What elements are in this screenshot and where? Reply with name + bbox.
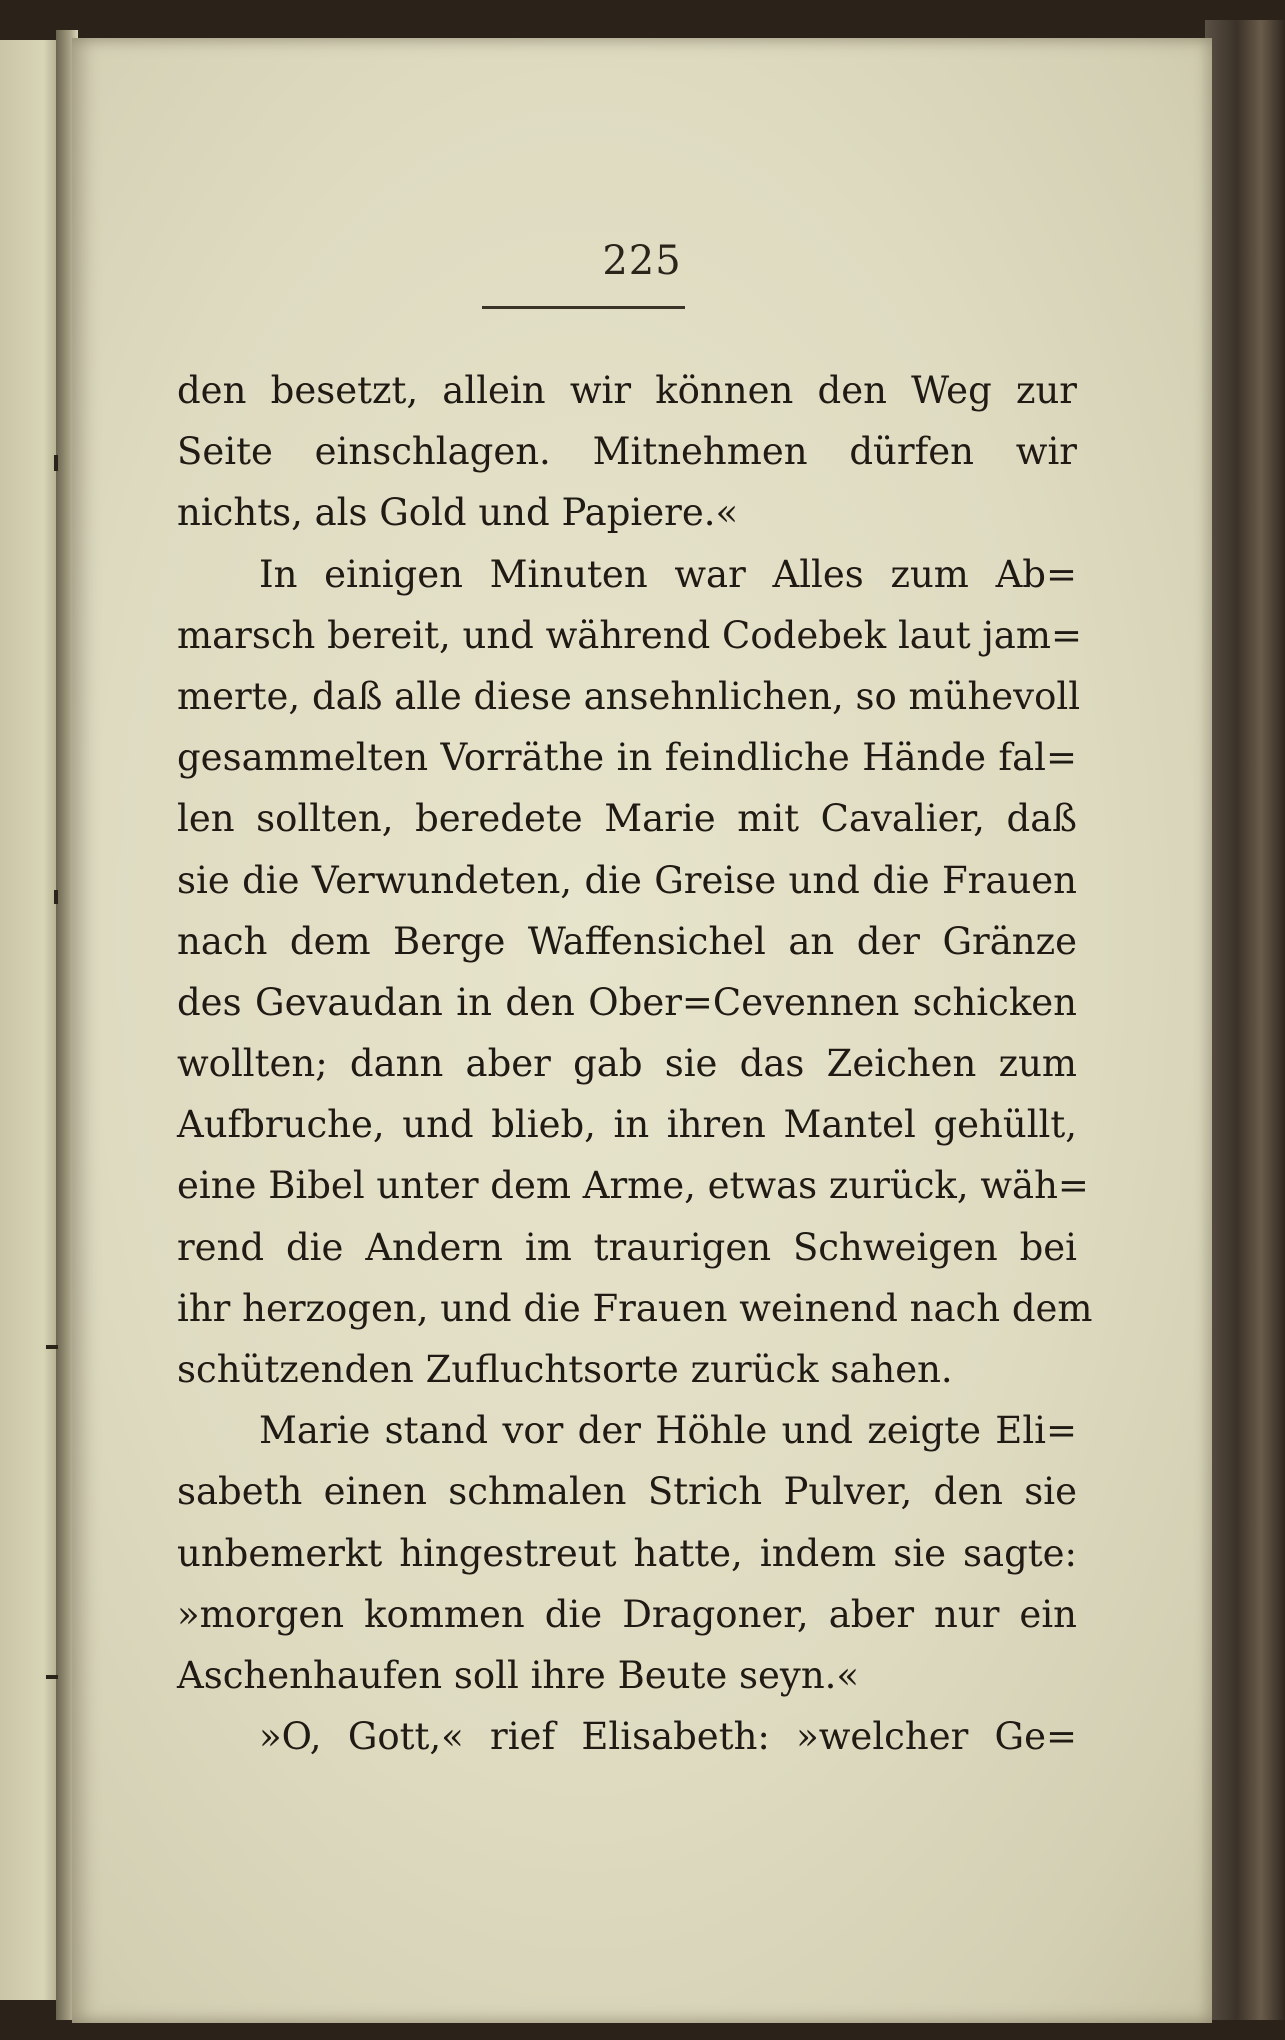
text-line: merte, daß alle diese ansehnlichen, so mühevoll <box>177 674 1081 718</box>
text-line: unbemerkt hingestreut hatte, indem sie sagte: <box>177 1531 1077 1575</box>
margin-mark <box>46 1345 58 1349</box>
margin-mark <box>54 890 58 904</box>
text-line: »O, Gott,« rief Elisabeth: »welcher Ge= <box>259 1715 1077 1759</box>
book-page <box>72 38 1212 2023</box>
text-line: den besetzt, allein wir können den Weg zur <box>177 369 1077 412</box>
text-line: des Gevaudan in den Ober=Cevennen schicken <box>177 980 1077 1024</box>
text-line: »morgen kommen die Dragoner, aber nur ein <box>177 1592 1077 1636</box>
text-line: rend die Andern im traurigen Schweigen bei <box>177 1225 1077 1269</box>
text-line: wollten; dann aber gab sie das Zeichen zum <box>177 1042 1077 1086</box>
book-cover-edge <box>1205 20 1285 2020</box>
text-line: schützenden Zufluchtsorte zurück sahen. <box>177 1348 953 1391</box>
page-number: 225 <box>602 238 682 284</box>
text-line: len sollten, beredete Marie mit Cavalier, daß <box>177 797 1077 841</box>
text-line: marsch bereit, und während Codebek laut jam= <box>177 613 1082 657</box>
header-rule <box>482 306 685 309</box>
previous-page-edge <box>0 40 62 2000</box>
text-line: gesammelten Vorräthe in feindliche Hände fal= <box>177 736 1077 780</box>
text-line: Marie stand vor der Höhle und zeigte Eli= <box>259 1409 1077 1453</box>
text-line: Aschenhaufen soll ihre Beute seyn.« <box>177 1653 860 1697</box>
margin-mark <box>46 1675 58 1679</box>
text-line: In einigen Minuten war Alles zum Ab= <box>259 552 1077 596</box>
text-line: Aufbruche, und blieb, in ihren Mantel gehüllt, <box>177 1103 1077 1147</box>
text-line: sabeth einen schmalen Strich Pulver, den sie <box>177 1470 1077 1514</box>
margin-mark <box>54 455 58 471</box>
text-line: ihr herzogen, und die Frauen weinend nach dem <box>177 1286 1093 1330</box>
text-line: nichts, als Gold und Papiere.« <box>177 491 739 535</box>
text-line: eine Bibel unter dem Arme, etwas zurück, wäh= <box>177 1164 1089 1208</box>
text-line: nach dem Berge Waffensichel an der Gränze <box>177 919 1077 963</box>
text-line: sie die Verwundeten, die Greise und die Frauen <box>177 858 1077 902</box>
text-line: Seite einschlagen. Mitnehmen dürfen wir <box>177 430 1077 474</box>
body-text <box>177 360 1093 1767</box>
